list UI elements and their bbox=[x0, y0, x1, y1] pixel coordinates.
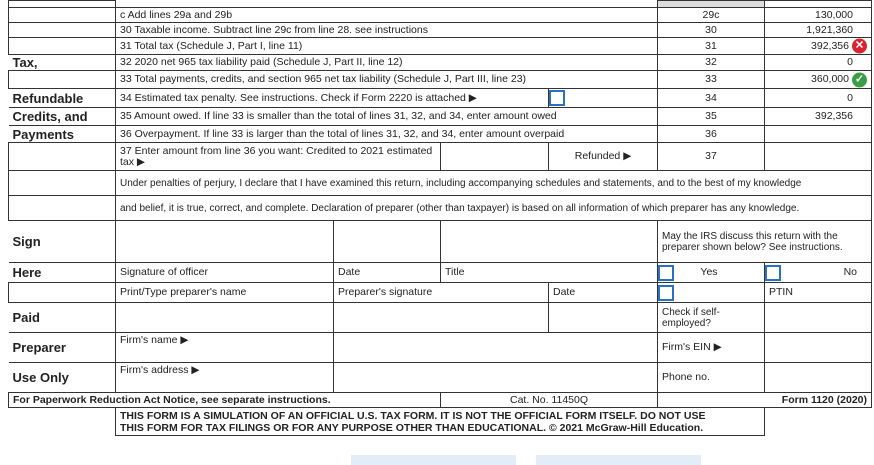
firm-ein-label: Firm's EIN ▶ bbox=[658, 333, 765, 363]
section-label-refundable: Refundable bbox=[9, 89, 116, 108]
amount-value: 392,356 bbox=[811, 39, 849, 52]
firm-ein-field[interactable] bbox=[765, 333, 872, 363]
footer-row bbox=[9, 393, 872, 408]
paid-row bbox=[9, 303, 872, 333]
form-1120-page bbox=[8, 0, 871, 436]
line-amount-input[interactable]: 130,000 bbox=[765, 8, 872, 23]
officer-signature-field[interactable] bbox=[116, 221, 334, 263]
preparer-name-field[interactable] bbox=[116, 303, 334, 333]
firm-name-label: Firm's name ▶ bbox=[116, 333, 334, 363]
section-label-credits: Credits, and bbox=[9, 108, 116, 126]
refunded-label: Refunded ▶ bbox=[549, 143, 658, 171]
tax-lines-table bbox=[8, 0, 872, 436]
line-amount-input[interactable]: 1,921,360 bbox=[765, 23, 872, 38]
section-label-payments: Payments bbox=[9, 126, 116, 143]
signature-of-officer-label: Signature of officer bbox=[116, 263, 334, 283]
ptin-field[interactable] bbox=[765, 303, 872, 333]
line-amount-input[interactable]: 392,356 bbox=[765, 108, 872, 126]
line-36-row bbox=[9, 126, 872, 143]
self-employed-label: Check if self-employed? bbox=[658, 303, 765, 333]
line-label: 36 Overpayment. If line 33 is larger than the total of lines 31, 32, and 34, enter amount overpaid bbox=[116, 126, 658, 143]
form-2220-checkbox[interactable] bbox=[549, 90, 565, 106]
sign-labels-row bbox=[9, 263, 872, 283]
date-label: Date bbox=[334, 263, 441, 283]
line-label: 32 2020 net 965 tax liability paid (Schedule J, Part II, line 12) bbox=[116, 55, 658, 71]
line-number: 37 bbox=[658, 143, 765, 171]
catalog-number: Cat. No. 11450Q bbox=[441, 393, 658, 408]
line-37-row bbox=[9, 143, 872, 171]
line-number: 34 bbox=[658, 89, 765, 108]
self-employed-checkbox[interactable] bbox=[658, 285, 674, 301]
paperwork-notice: For Paperwork Reduction Act Notice, see separate instructions. bbox=[9, 393, 441, 408]
declaration-row-1 bbox=[9, 171, 872, 196]
sign-date-field[interactable] bbox=[334, 221, 441, 263]
declaration-text: Under penalties of perjury, I declare that I have examined this return, including accompanying schedules and statements, and to the best of my knowledge bbox=[116, 171, 872, 196]
section-label-here: Here bbox=[9, 263, 116, 283]
line-number: 33 bbox=[658, 71, 765, 89]
preparer-name-label: Print/Type preparer's name bbox=[116, 283, 334, 303]
form-number: Form 1120 (2020) bbox=[658, 393, 872, 408]
phone-label: Phone no. bbox=[658, 363, 765, 393]
section-label-use-only: Use Only bbox=[9, 363, 116, 393]
disclaimer-line-2: THIS FORM FOR TAX FILINGS OR FOR ANY PURPOSE OTHER THAN EDUCATIONAL. © 2021 McGraw-Hill Education. bbox=[120, 421, 704, 434]
preparer-signature-field[interactable] bbox=[334, 303, 549, 333]
line-29c-row bbox=[9, 8, 872, 23]
disclaimer-row bbox=[9, 408, 872, 436]
line-amount-input[interactable] bbox=[765, 126, 872, 143]
line-number: 31 bbox=[658, 38, 765, 55]
firm-name-field[interactable] bbox=[334, 333, 658, 363]
firm-address-row bbox=[9, 363, 872, 393]
check-circle-icon: ✓ bbox=[852, 72, 867, 87]
line-number: 36 bbox=[658, 126, 765, 143]
line-31-row bbox=[9, 38, 872, 55]
line-number: 32 bbox=[658, 55, 765, 71]
preparer-signature-label: Preparer's signature bbox=[334, 283, 549, 303]
declaration-row-2 bbox=[9, 196, 872, 221]
line-33-row bbox=[9, 71, 872, 89]
firm-name-row bbox=[9, 333, 872, 363]
line-32-row bbox=[9, 55, 872, 71]
preparer-date-field[interactable] bbox=[549, 303, 658, 333]
line-label: c Add lines 29a and 29b bbox=[116, 8, 658, 23]
line-amount-input[interactable] bbox=[765, 38, 872, 55]
line-number: 29c bbox=[658, 8, 765, 23]
credited-amount-input[interactable] bbox=[441, 143, 549, 171]
title-field[interactable] bbox=[441, 221, 658, 263]
nav-button-next[interactable] bbox=[536, 455, 701, 465]
nav-button-prev[interactable] bbox=[351, 455, 516, 465]
preparer-labels-row bbox=[9, 283, 872, 303]
line-amount-input[interactable] bbox=[765, 71, 872, 89]
line-amount-input[interactable] bbox=[765, 143, 872, 171]
irs-discuss-yes-checkbox[interactable] bbox=[658, 265, 674, 281]
line-label: 31 Total tax (Schedule J, Part I, line 11) bbox=[116, 38, 658, 55]
preparer-date-label: Date bbox=[549, 283, 658, 303]
declaration-text: and belief, it is true, correct, and complete. Declaration of preparer (other than taxpayer) is based on all information of which preparer has any knowledge. bbox=[116, 196, 872, 221]
section-label-paid: Paid bbox=[9, 303, 116, 333]
section-label-sign: Sign bbox=[9, 221, 116, 263]
line-label: 35 Amount owed. If line 33 is smaller than the total of lines 31, 32, and 34, enter amount owed bbox=[116, 108, 658, 126]
line-amount-input[interactable]: 0 bbox=[765, 55, 872, 71]
firm-address-label: Firm's address ▶ bbox=[116, 363, 334, 393]
firm-address-field[interactable] bbox=[334, 363, 658, 393]
line-number: 35 bbox=[658, 108, 765, 126]
line-34-row bbox=[9, 89, 872, 108]
yes-label: Yes bbox=[700, 266, 718, 279]
ptin-label: PTIN bbox=[765, 283, 872, 303]
line-label: 37 Enter amount from line 36 you want: Credited to 2021 estimated tax ▶ bbox=[116, 143, 441, 171]
amount-value: 360,000 bbox=[811, 73, 849, 85]
x-circle-icon: ✕ bbox=[852, 39, 867, 54]
line-label: 30 Taxable income. Subtract line 29c from line 28. see instructions bbox=[116, 23, 658, 38]
title-label: Title bbox=[441, 263, 658, 283]
sign-row bbox=[9, 221, 872, 263]
section-label-tax: Tax, bbox=[9, 55, 116, 71]
disclaimer-line-1: THIS FORM IS A SIMULATION OF AN OFFICIAL U.S. TAX FORM. IT IS NOT THE OFFICIAL FORM ITSELF. DO NOT USE bbox=[120, 409, 706, 422]
line-35-row bbox=[9, 108, 872, 126]
line-amount-input[interactable]: 0 bbox=[765, 89, 872, 108]
no-label: No bbox=[843, 266, 857, 279]
irs-discuss-text: May the IRS discuss this return with the preparer shown below? See instructions. bbox=[658, 221, 872, 263]
line-label: 34 Estimated tax penalty. See instructions. Check if Form 2220 is attached ▶ bbox=[116, 89, 549, 108]
disclaimer-text bbox=[116, 408, 765, 436]
line-30-row bbox=[9, 23, 872, 38]
line-label: 33 Total payments, credits, and section 965 net tax liability (Schedule J, Part III, line 23) bbox=[116, 71, 658, 89]
phone-field[interactable] bbox=[765, 363, 872, 393]
irs-discuss-no-checkbox[interactable] bbox=[765, 265, 781, 281]
section-label-preparer: Preparer bbox=[9, 333, 116, 363]
line-number: 30 bbox=[658, 23, 765, 38]
